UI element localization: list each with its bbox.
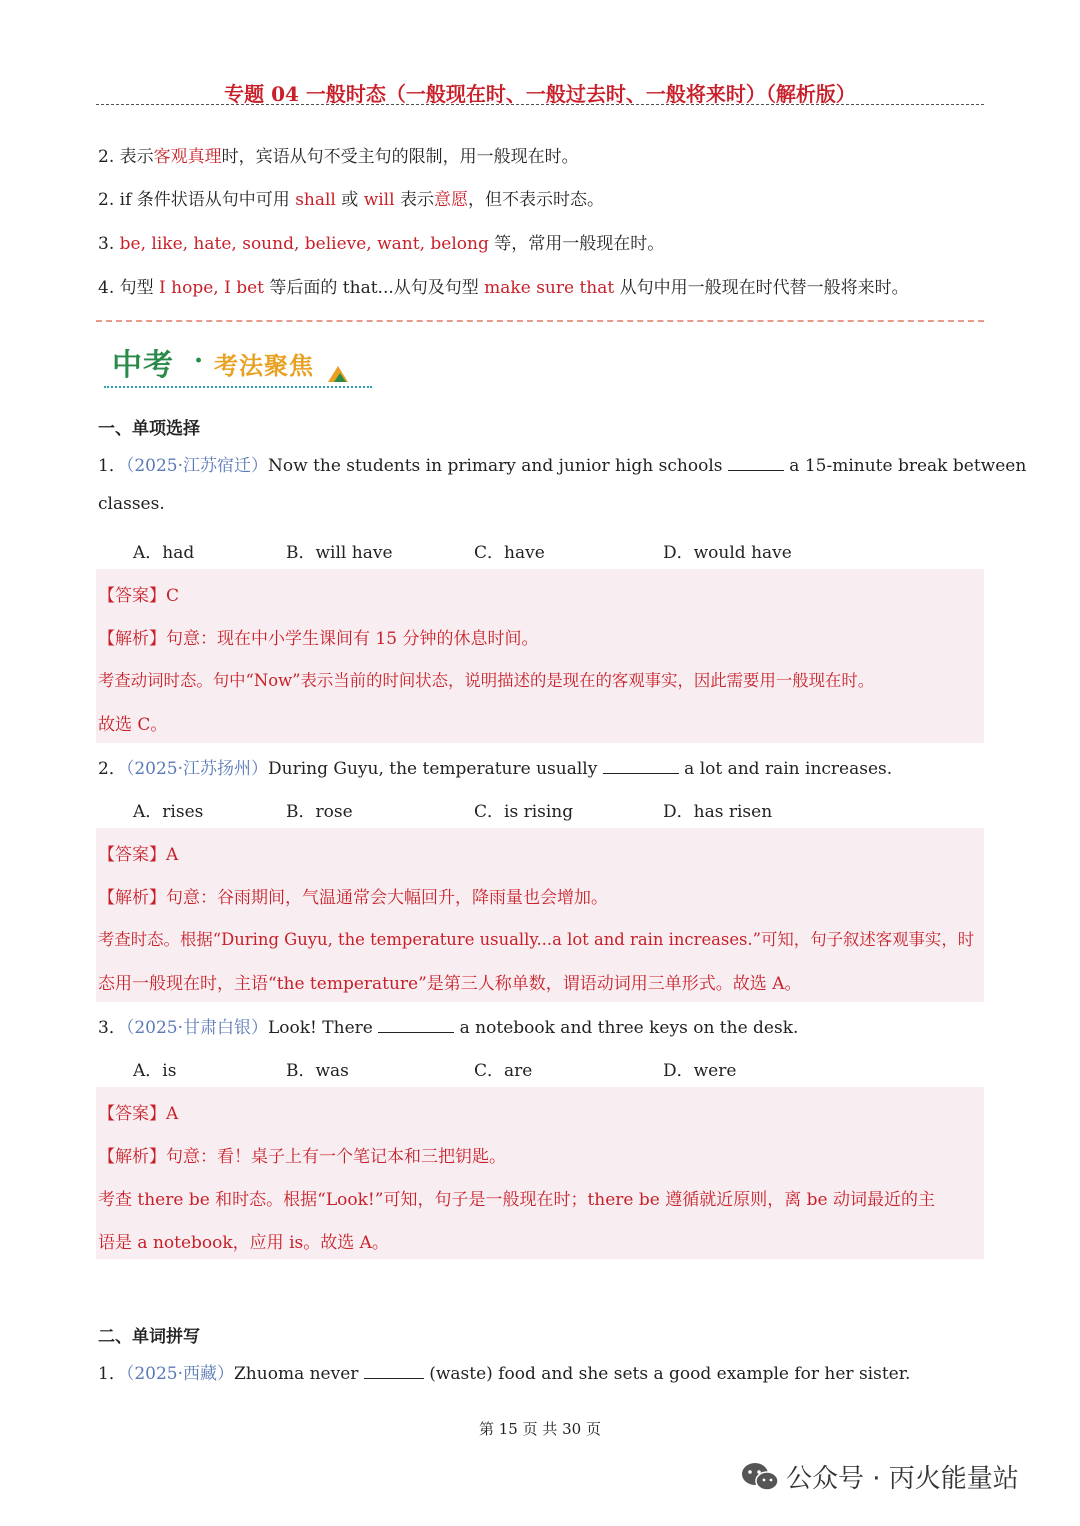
option-c: C．have — [474, 543, 545, 563]
answer-box — [96, 569, 984, 743]
note-text: 等后面的 that...从句及句型 — [264, 278, 485, 298]
banner-underline — [104, 386, 372, 388]
analysis-line: 考查时态。根据“During Guyu, the temperature usually...a lot and rain increases.”可知，句子叙述客观事实，时 — [98, 930, 975, 949]
note-number: 4. — [98, 278, 115, 298]
note-number: 3. — [98, 234, 115, 254]
triangle-icon — [326, 362, 352, 384]
answer-blank — [364, 1364, 424, 1379]
answer-label: 【答案】A — [98, 1104, 179, 1124]
option-a: A．rises — [133, 802, 204, 822]
note-highlight: will — [363, 190, 395, 210]
note-highlight: 客观真理 — [153, 147, 222, 167]
question-1-stem — [98, 451, 1026, 476]
question-text: a lot and rain increases. — [678, 759, 893, 779]
question-text: Zhuoma never — [234, 1364, 364, 1384]
question-text: Now the students in primary and junior high schools — [268, 456, 728, 476]
question-source: （2025·甘肃白银） — [125, 1018, 268, 1038]
question-text: (waste) food and she sets a good example for her sister. — [423, 1364, 911, 1384]
note-text: ，但不表示时态。 — [467, 190, 604, 210]
banner-main-text: 中考 — [112, 348, 174, 383]
note-text: 表示 — [114, 147, 154, 167]
answer-blank — [728, 456, 784, 471]
question-text: a 15-minute break between — [783, 456, 1027, 476]
answer-blank — [378, 1018, 454, 1033]
analysis-line: 故选 C。 — [98, 715, 168, 735]
section-banner — [104, 336, 376, 392]
spelling-question-1 — [98, 1359, 910, 1384]
option-c: C．are — [474, 1061, 533, 1081]
analysis-line: 语是 a notebook，应用 is。故选 A。 — [98, 1233, 389, 1253]
note-text: 时，宾语从句不受主句的限制，用一般现在时。 — [221, 147, 579, 167]
note-line-4 — [98, 273, 909, 298]
option-b: B．will have — [286, 543, 393, 563]
answer-box — [96, 1087, 984, 1259]
question-text: a notebook and three keys on the desk. — [454, 1018, 799, 1038]
option-b: B．was — [286, 1061, 349, 1081]
question-3-stem — [98, 1013, 798, 1038]
option-a: A．had — [133, 543, 195, 563]
question-source: （2025·西藏） — [125, 1364, 234, 1384]
title-divider — [96, 104, 984, 105]
note-text: 或 — [335, 190, 364, 210]
question-number: 1． — [98, 456, 126, 476]
note-highlight: make sure that — [484, 278, 615, 298]
option-a: A．is — [133, 1061, 177, 1081]
note-line-3 — [98, 229, 664, 254]
note-highlight: shall — [295, 190, 336, 210]
answer-blank — [603, 759, 679, 774]
note-text: 表示 — [394, 190, 434, 210]
question-text: Look! There — [268, 1018, 379, 1038]
note-highlight: be, like, hate, sound, believe, want, belong — [114, 234, 489, 254]
question-number: 1． — [98, 1364, 126, 1384]
page-number: 第 15 页 共 30 页 — [478, 1420, 601, 1438]
analysis-line: 考查动词时态。句中“Now”表示当前的时间状态，说明描述的是现在的客观事实，因此需要用一般现在时。 — [98, 671, 875, 690]
note-text: 等，常用一般现在时。 — [488, 234, 665, 254]
note-number: 2. — [98, 147, 115, 167]
note-text: 句型 — [114, 278, 160, 298]
option-c: C．is rising — [474, 802, 574, 822]
section-divider — [96, 320, 984, 322]
note-line-1 — [98, 142, 579, 167]
note-text: 从句中用一般现在时代替一般将来时。 — [614, 278, 909, 298]
wechat-icon — [740, 1460, 780, 1494]
option-d: D．has risen — [663, 802, 773, 822]
question-source: （2025·江苏宿迁） — [125, 456, 268, 476]
analysis-line: 态用一般现在时，主语“the temperature”是第三人称单数，谓语动词用三单形式。故选 A。 — [98, 974, 802, 994]
option-b: B．rose — [286, 802, 353, 822]
section-heading: 二、单词拼写 — [98, 1327, 200, 1347]
watermark-text: 公众号 · 丙火能量站 — [786, 1464, 1019, 1494]
note-highlight: I hope, I bet — [159, 278, 264, 298]
question-text: During Guyu, the temperature usually — [268, 759, 603, 779]
analysis-line: 考查 there be 和时态。根据“Look!”可知，句子是一般现在时；there be 遵循就近原则，离 be 动词最近的主 — [98, 1190, 935, 1210]
note-number: 2. — [98, 190, 115, 210]
banner-sub-text: 考法聚焦 — [214, 352, 314, 380]
banner-dot: · — [194, 346, 204, 376]
analysis-line: 【解析】句意：看！桌子上有一个笔记本和三把钥匙。 — [98, 1147, 506, 1167]
answer-label: 【答案】C — [98, 586, 180, 606]
answer-box — [96, 828, 984, 1002]
note-text: if 条件状语从句中可用 — [114, 190, 296, 210]
question-number: 3． — [98, 1018, 126, 1038]
note-line-2 — [98, 185, 604, 210]
question-2-stem — [98, 754, 892, 779]
analysis-line: 【解析】句意：谷雨期间，气温通常会大幅回升，降雨量也会增加。 — [98, 888, 608, 908]
page-title: 专题 04 一般时态（一般现在时、一般过去时、一般将来时）（解析版） — [224, 82, 856, 106]
note-highlight: 意愿 — [433, 190, 468, 210]
section-heading: 一、单项选择 — [98, 419, 200, 439]
analysis-line: 【解析】句意：现在中小学生课间有 15 分钟的休息时间。 — [98, 629, 539, 649]
option-d: D．would have — [663, 543, 792, 563]
question-1-stem-cont: classes. — [98, 494, 165, 514]
answer-label: 【答案】A — [98, 845, 179, 865]
question-number: 2． — [98, 759, 126, 779]
option-d: D．were — [663, 1061, 737, 1081]
question-source: （2025·江苏扬州） — [125, 759, 268, 779]
